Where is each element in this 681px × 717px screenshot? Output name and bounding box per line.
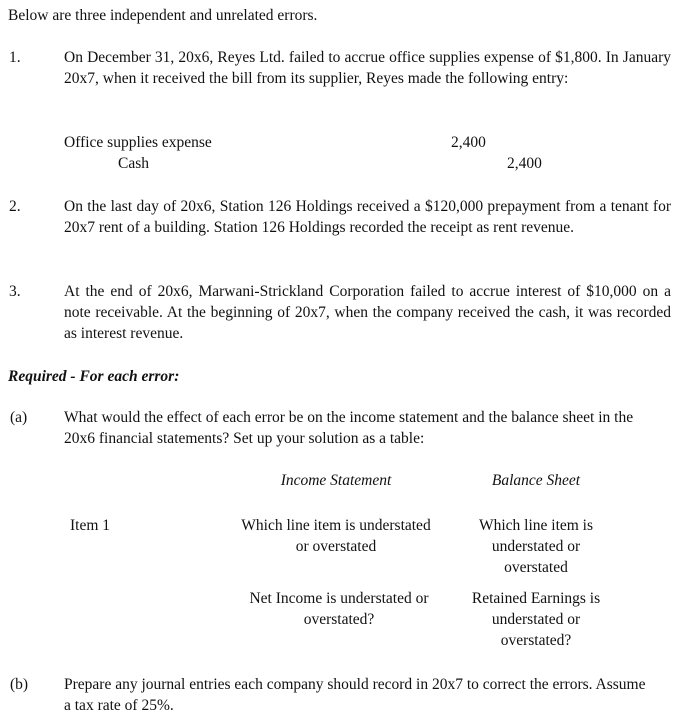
table-cell: Which line item is understated or overstated [241, 517, 431, 555]
intro-text: Below are three independent and unrelated errors. [8, 7, 318, 24]
required-heading: Required - For each error: [8, 368, 180, 385]
part-label: (a) [10, 409, 28, 426]
table-cell: Net Income is understated or overstated? [249, 590, 429, 628]
entry-credit-amount: 2,400 [507, 155, 542, 172]
entry-debit-amount: 2,400 [451, 134, 486, 151]
entry-credit-account: Cash [118, 155, 149, 172]
error-text: At the end of 20x6, Marwani-Strickland Corporation failed to accrue interest of $10,000 on a note receivable. At the beginning of 20x7, when the company received the cash, it was recorded as interest revenue. [64, 283, 671, 342]
table-row-label: Item 1 [70, 517, 111, 534]
table-header-income-statement: Income Statement [280, 472, 392, 489]
table-cell: Which line item is understated or overstated [478, 517, 594, 576]
error-number: 2. [9, 198, 21, 215]
error-text: On December 31, 20x6, Reyes Ltd. failed to accrue office supplies expense of $1,800. In January 20x7, when it received the bill from its supplier, Reyes made the following entry: [64, 49, 671, 87]
entry-debit-account: Office supplies expense [64, 134, 212, 151]
part-label: (b) [10, 676, 29, 693]
error-number: 3. [9, 283, 21, 300]
table-cell: Retained Earnings is understated or overstated? [471, 590, 601, 649]
part-text: What would the effect of each error be on the income statement and the balance sheet in the 20x6 financial statements? Set up your solution as a table: [64, 409, 634, 447]
error-number: 1. [9, 49, 21, 66]
part-text: Prepare any journal entries each company should record in 20x7 to correct the errors. Assume a tax rate of 25%. [64, 676, 646, 714]
error-text: On the last day of 20x6, Station 126 Holdings received a $120,000 prepayment from a tenant for 20x7 rent of a building. Station 126 Holdings recorded the receipt as rent revenue. [64, 198, 671, 236]
table-header-balance-sheet: Balance Sheet [491, 472, 581, 489]
